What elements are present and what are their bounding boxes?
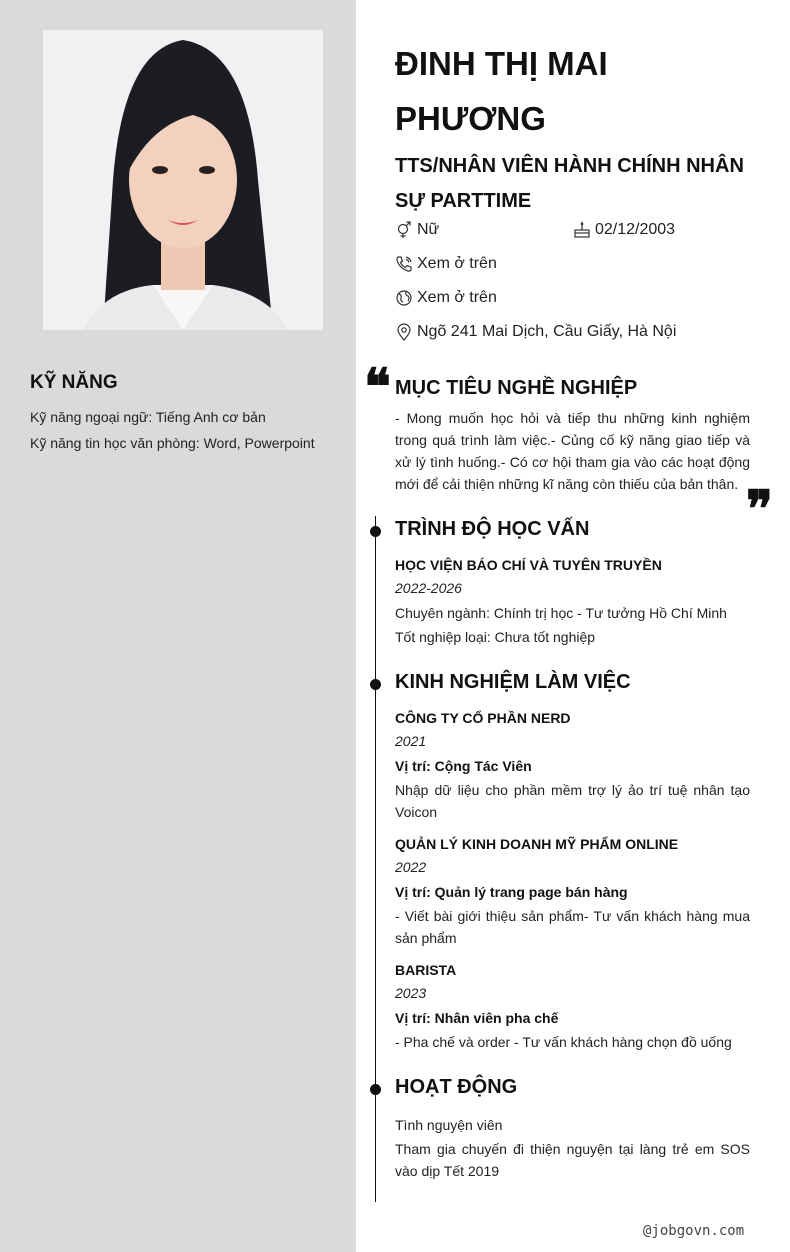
close-quote-icon: ❞	[746, 479, 773, 538]
activity-description: Tham gia chuyến đi thiện nguyện tại làng trẻ em SOS vào dịp Tết 2019	[395, 1141, 750, 1179]
skill-item: Kỹ năng tin học văn phòng: Word, Powerpoint	[30, 435, 315, 451]
address-value: Ngõ 241 Mai Dịch, Cầu Giấy, Hà Nội	[417, 323, 677, 340]
skill-item: Kỹ năng ngoại ngữ: Tiếng Anh cơ bản	[30, 409, 266, 425]
address-info	[395, 323, 676, 341]
job-description: - Pha chế và order - Tư vấn khách hàng chọn đồ uống	[395, 1034, 732, 1050]
job-year: 2022	[395, 859, 427, 875]
job-position: Vị trí: Nhân viên pha chế	[395, 1010, 559, 1026]
education-grade: Tốt nghiệp loại: Chưa tốt nghiệp	[395, 629, 596, 645]
education-major: Chuyên ngành: Chính trị học - Tư tưởng Hồ Chí Minh	[395, 605, 727, 621]
phone-info	[395, 255, 497, 273]
phone-icon	[395, 255, 413, 273]
education-title: TRÌNH ĐỘ HỌC VẤN	[395, 518, 590, 540]
job-position: Vị trí: Quản lý trang page bán hàng	[395, 884, 628, 900]
footer-watermark: @jobgovn.com	[643, 1223, 745, 1239]
job-description: Nhập dữ liệu cho phần mềm trợ lý ảo trí tuệ nhân tạo Voicon	[395, 782, 750, 820]
job-company: CÔNG TY CỔ PHẦN NERD	[395, 710, 571, 726]
profile-photo	[43, 30, 323, 330]
job-year: 2023	[395, 985, 427, 1001]
website-info	[395, 289, 497, 307]
timeline-dot	[370, 1084, 381, 1095]
job-company: QUẢN LÝ KINH DOANH MỸ PHẨM ONLINE	[395, 836, 679, 852]
location-pin-icon	[395, 323, 413, 341]
job-position: Vị trí: Cộng Tác Viên	[395, 758, 532, 774]
open-quote-icon: ❝	[364, 357, 391, 416]
candidate-name: ĐINH THỊ MAI PHƯƠNG	[395, 45, 608, 137]
job-description: - Viết bài giới thiệu sản phẩm- Tư vấn khách hàng mua sản phẩm	[395, 908, 750, 946]
activity-role: Tình nguyện viên	[395, 1117, 503, 1133]
timeline-line	[375, 516, 376, 1202]
gender-icon	[395, 221, 413, 239]
birthdate-info	[573, 221, 675, 239]
gender-info	[395, 221, 439, 239]
phone-value: Xem ở trên	[417, 255, 497, 272]
skills-title: KỸ NĂNG	[30, 372, 118, 393]
job-company: BARISTA	[395, 962, 457, 978]
gender-value: Nữ	[417, 221, 440, 238]
timeline-dot	[370, 679, 381, 690]
cake-icon	[573, 221, 591, 239]
birthdate-value: 02/12/2003	[595, 221, 676, 238]
timeline-dot	[370, 526, 381, 537]
job-year: 2021	[395, 733, 427, 749]
school-name: HỌC VIỆN BÁO CHÍ VÀ TUYÊN TRUYỀN	[395, 557, 662, 573]
activities-title: HOẠT ĐỘNG	[395, 1076, 518, 1098]
website-value: Xem ở trên	[417, 289, 497, 306]
job-title: TTS/NHÂN VIÊN HÀNH CHÍNH NHÂN SỰ PARTTIME	[395, 155, 744, 212]
experience-title: KINH NGHIỆM LÀM VIỆC	[395, 671, 631, 693]
globe-icon	[395, 289, 413, 307]
education-years: 2022-2026	[395, 580, 462, 596]
objective-title: MỤC TIÊU NGHỀ NGHIỆP	[395, 377, 638, 399]
objective-text: - Mong muốn học hỏi và tiếp thu những kinh nghiệm trong quá trình làm việc.- Củng cố kỹ năng giao tiếp và xử lý tình huống.- Có cơ hội tham gia vào các hoạt động mới để cải thiện những kĩ năng còn thiếu của bản thân.	[395, 410, 750, 492]
